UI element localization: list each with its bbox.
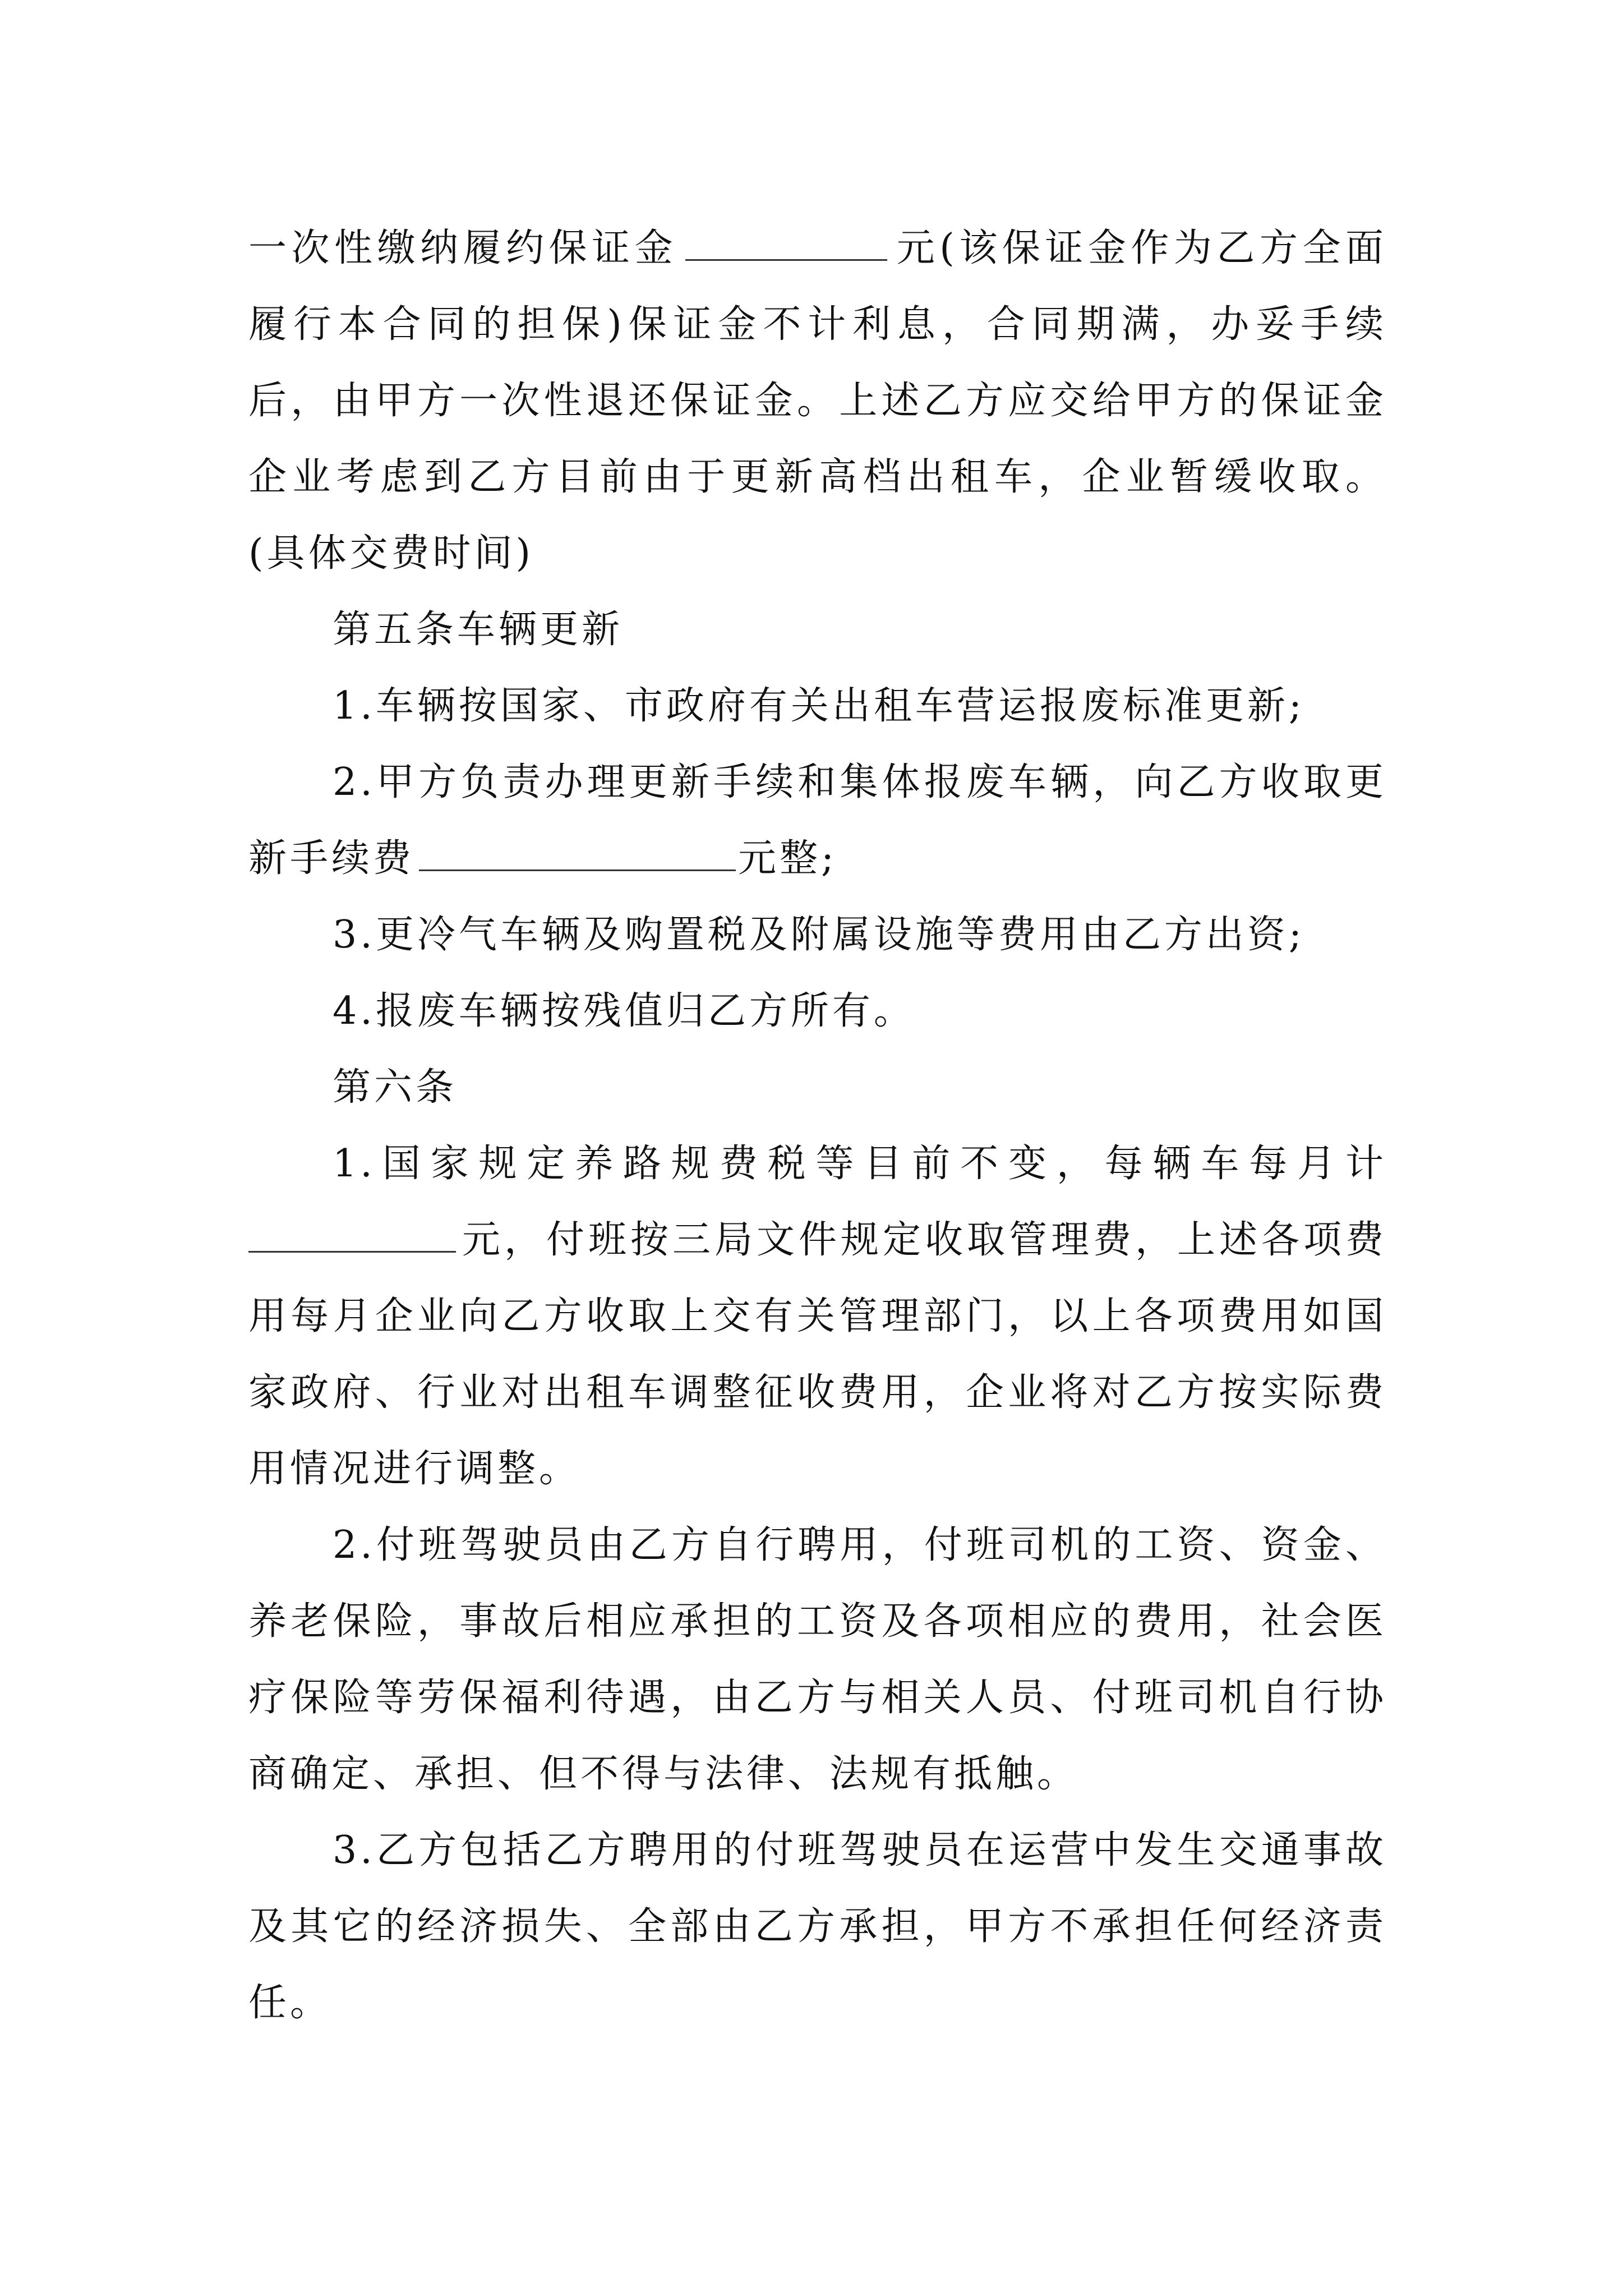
article-six-heading: 第六条 bbox=[333, 1065, 458, 1110]
road-fee-text-after: 元，付班按三局文件规定收取管理费，上述各项费用每月企业向乙方收取上交有关管理部门，以上各项费用如国家政府、行业对出租车调整征收费用，企业将对乙方按实际费用情况进行调整。 bbox=[248, 1218, 1387, 1491]
deposit-amount-blank bbox=[685, 228, 887, 261]
deposit-text-before: 一次性缴纳履约保证金 bbox=[248, 226, 678, 270]
article-six-item-1 bbox=[248, 1126, 1387, 1507]
article-five-item-3: 3.更冷气车辆及购置税及附属设施等费用由乙方出资; bbox=[333, 913, 1305, 957]
article-five-heading: 第五条车辆更新 bbox=[333, 608, 624, 652]
article-six-item-2: 2.付班驾驶员由乙方自行聘用，付班司机的工资、资金、养老保险，事故后相应承担的工资及各项相应的费用，社会医疗保险等劳保福利待遇，由乙方与相关人员、付班司机自行协商确定、承担、但不得与法律、法规有抵触。 bbox=[248, 1523, 1387, 1796]
road-fee-blank bbox=[248, 1220, 456, 1253]
renewal-fee-text-before: 2.甲方负责办理更新手续和集体报废车辆，向乙方收取更新手续费 bbox=[248, 760, 1387, 881]
article-five-item-4: 4.报废车辆按残值归乙方所有。 bbox=[333, 989, 915, 1033]
renewal-fee-text-after: 元整; bbox=[738, 836, 837, 881]
article-six-item-3: 3.乙方包括乙方聘用的付班驾驶员在运营中发生交通事故及其它的经济损失、全部由乙方承担，甲方不承担任何经济责任。 bbox=[248, 1828, 1387, 2025]
document-body bbox=[248, 210, 1387, 2041]
article-five-item-1: 1.车辆按国家、市政府有关出租车营运报废标准更新; bbox=[333, 684, 1305, 728]
paragraph-deposit bbox=[248, 210, 1387, 592]
article-five-item-2 bbox=[248, 744, 1387, 897]
road-fee-text-before: 1.国家规定养路规费税等目前不变，每辆车每月计 bbox=[333, 1142, 1387, 1186]
deposit-text-after: 元(该保证金作为乙方全面履行本合同的担保)保证金不计利息，合同期满，办妥手续后，由甲方一次性退还保证金。上述乙方应交给甲方的保证金企业考虑到乙方目前由于更新高档出租车，企业暂缓收取。(具体交费时间) bbox=[248, 226, 1387, 576]
renewal-fee-blank bbox=[419, 838, 736, 871]
